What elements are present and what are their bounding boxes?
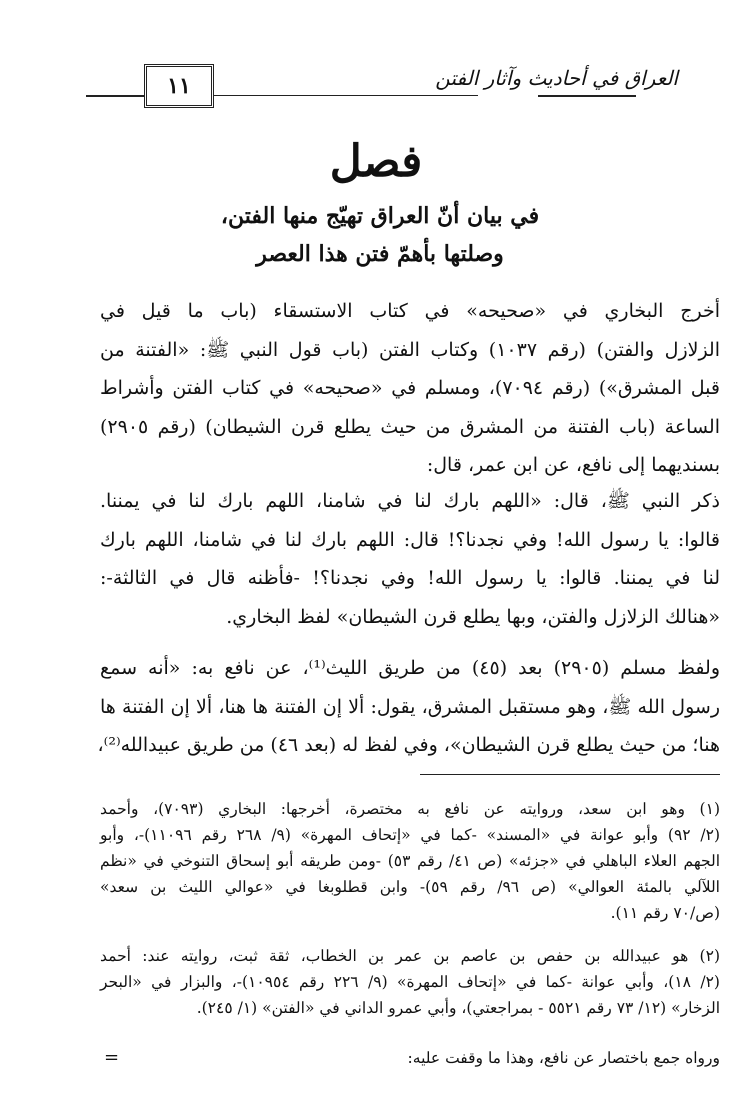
text-line: ولفظ مسلم (٢٩٠٥) بعد (٤٥) من طريق الليث⁽¹⁾، عن نافع به: «أنه سمع	[100, 657, 720, 679]
footnote-1	[100, 796, 720, 926]
section-subtitle-line-1: في بيان أنّ العراق تهيّج منها الفتن،	[220, 203, 540, 229]
running-title: العراق في أحاديث وآثار الفتن	[435, 66, 678, 90]
section-title: فصل	[329, 136, 423, 187]
section-subtitle-line-2: وصلتها بأهمّ فتن هذا العصر	[256, 241, 504, 267]
footnote-line: اللآلي بالمئة العوالي» (ص ٩٦/ رقم ٥٩)- وابن قطلوبغا في «عوالي الليث بن سعد»	[100, 878, 720, 896]
continuation-mark: =	[104, 1047, 120, 1068]
paragraph-1	[100, 292, 720, 485]
footnote-separator	[420, 774, 720, 775]
footnote-line: (٢/ ٩٢) وأبو عوانة في «المسند» -كما في «إتحاف المهرة» (٩/ ٢٦٨ رقم ١١٠٩٦)-، وأبو	[100, 826, 720, 844]
text-line: «هنالك الزلازل والفتن، وبها يطلع قرن الشيطان» لفظ البخاري.	[226, 605, 720, 628]
footnote-line: الجهم العلاء الباهلي في «جزئه» (ص ٤١/ رقم ٥٣) -ومن طريقه أبو إسحاق التنوخي في «نظم	[100, 852, 721, 870]
footnote-line: (ص/٧٠ رقم ١١).	[610, 904, 720, 922]
header-rule-left	[86, 95, 144, 97]
text-line: قبل المشرق») (رقم ٧٠٩٤)، ومسلم في «صحيحه» في كتاب الفتن وأشراط	[100, 377, 720, 399]
footnote-line: (١) وهو ابن سعد، وروايته عن نافع به مختصرة، أخرجها: البخاري (٧٠٩٣)، وأحمد	[100, 800, 720, 818]
text-line: الزلازل والفتن) (رقم ١٠٣٧) وكتاب الفتن (باب قول النبي ﷺ: «الفتنة من	[100, 338, 721, 361]
text-line: الساعة (باب الفتنة من المشرق من حيث يطلع قرن الشيطان) (رقم ٢٩٠٥)	[100, 415, 720, 438]
text-line: ذكر النبي ﷺ، قال: «اللهم بارك لنا في شامنا، اللهم بارك لنا في يمننا.	[100, 490, 720, 512]
text-line: لنا في يمننا. قالوا: يا رسول الله! وفي نجدنا؟! -فأظنه قال في الثالثة-:	[100, 567, 720, 589]
footnote-line: (٢) هو عبيدالله بن حفص بن عاصم بن عمر بن الخطاب، ثقة ثبت، روايته عند: أحمد	[100, 947, 720, 965]
text-line: رسول الله ﷺ، وهو مستقبل المشرق، يقول: ألا إن الفتنة ها هنا، ألا إن الفتنة ها	[100, 695, 720, 718]
text-line: بسنديهما إلى نافع، عن ابن عمر، قال:	[426, 454, 720, 476]
text-line: هنا؛ من حيث يطلع قرن الشيطان»، وفي لفظ له (بعد ٤٦) من طريق عبيدالله⁽²⁾،	[97, 734, 720, 756]
footnote-2	[100, 943, 720, 1021]
paragraph-3	[97, 649, 720, 765]
paragraph-2	[100, 482, 720, 636]
header-rule-right	[538, 95, 636, 97]
text-line: أخرج البخاري في «صحيحه» في كتاب الاستسقاء (باب ما قيل في	[100, 300, 720, 322]
footnote-line: الزخار» (١٢/ ٧٣ رقم ٥٥٢١ - بمراجعتي)، وأبي عمرو الداني في «الفتن» (١/ ٢٤٥).	[196, 999, 720, 1017]
page-number: ١١	[144, 64, 214, 108]
footnote-line: (٢/ ١٨)، وأبي عوانة -كما في «إتحاف المهرة» (٩/ ٢٢٦ رقم ١٠٩٥٤)-، والبزار في «البحر	[100, 973, 720, 991]
text-line: قالوا: يا رسول الله! وفي نجدنا؟! قال: اللهم بارك لنا في شامنا، اللهم بارك	[100, 528, 720, 551]
footnote-continuation: ورواه جمع باختصار عن نافع، وهذا ما وقفت عليه:	[407, 1049, 720, 1067]
